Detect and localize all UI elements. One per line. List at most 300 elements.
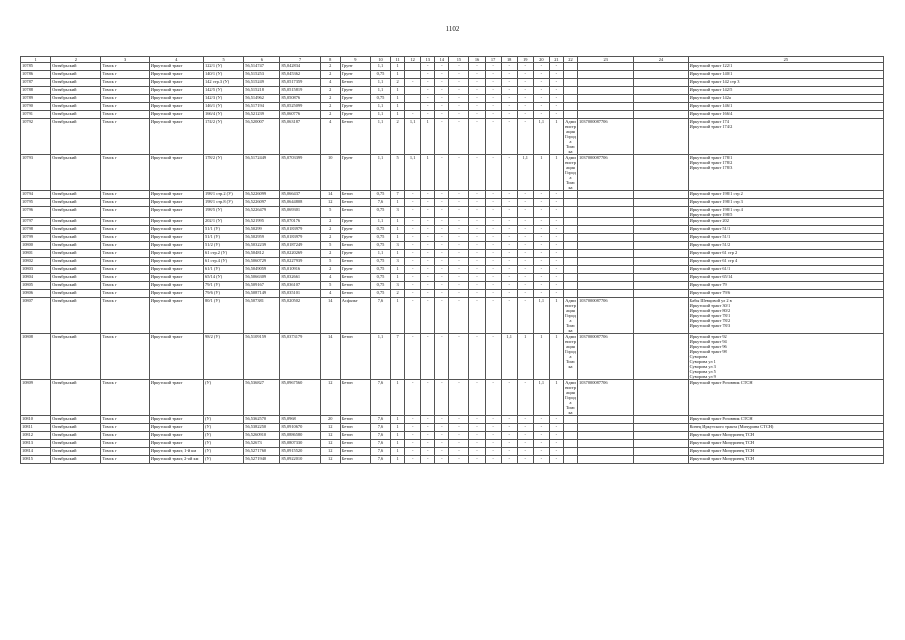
- table-cell: 1: [391, 250, 405, 258]
- table-cell: 85,010916: [280, 266, 320, 274]
- table-cell: -: [421, 218, 435, 226]
- table-cell: 85,0886580: [280, 432, 320, 440]
- table-cell: -: [435, 155, 449, 191]
- table-cell: Томск г: [101, 199, 149, 207]
- table-cell: -: [549, 266, 563, 274]
- table-cell: -: [449, 191, 469, 199]
- table-cell: -: [533, 234, 549, 242]
- table-row: [21, 103, 884, 111]
- table-cell: 1,1: [370, 119, 390, 155]
- table-cell: Октябрьский: [51, 119, 101, 155]
- table-cell: -: [469, 71, 485, 79]
- table-cell: 56,515249: [244, 79, 280, 87]
- table-cell: -: [517, 440, 533, 448]
- table-cell: 202/1 (У): [204, 218, 244, 226]
- address-list-cell: [688, 242, 883, 250]
- served-address: Иркутский тракт Розовник СТСН: [689, 380, 753, 385]
- table-cell: Грунт: [340, 226, 370, 234]
- table-cell: -: [517, 274, 533, 282]
- table-cell: 7,6: [370, 380, 390, 416]
- table-cell: Октябрьский: [51, 282, 101, 290]
- address-list-cell: [688, 282, 883, 290]
- column-number-header: 17: [485, 57, 501, 63]
- table-cell: 56,5271940: [244, 456, 280, 464]
- table-cell: 2: [391, 119, 405, 155]
- table-cell: 56,5087149: [244, 290, 280, 298]
- table-cell: 10788: [21, 87, 51, 95]
- table-cell: -: [435, 191, 449, 199]
- table-cell: Иркутский тракт: [149, 155, 203, 191]
- table-cell: 5: [320, 258, 340, 266]
- table-cell: 56,5032239: [244, 242, 280, 250]
- table-cell: 1,1: [370, 218, 390, 226]
- table-cell: [405, 103, 421, 111]
- table-cell: Томск г: [101, 71, 149, 79]
- table-cell: 5: [320, 242, 340, 250]
- table-cell: -: [549, 79, 563, 87]
- table-cell: Асфальт: [340, 298, 370, 334]
- table-cell: [563, 199, 577, 207]
- table-cell: 1: [549, 298, 563, 334]
- table-cell: -: [485, 87, 501, 95]
- served-address: Суворова ул 3: [689, 364, 716, 369]
- table-cell: [634, 87, 688, 95]
- table-cell: 1,1: [533, 380, 549, 416]
- table-cell: -: [449, 199, 469, 207]
- table-cell: -: [405, 380, 421, 416]
- table-cell: Иркутский тракт: [149, 242, 203, 250]
- table-cell: [405, 95, 421, 103]
- table-cell: 85,0517359: [280, 79, 320, 87]
- address-list-cell: [688, 95, 883, 103]
- table-cell: -: [485, 207, 501, 218]
- column-number-header: 9: [340, 57, 370, 63]
- table-cell: -: [549, 103, 563, 111]
- table-cell: 56,502959: [244, 234, 280, 242]
- table-cell: Иркутский тракт: [149, 207, 203, 218]
- table-cell: 56,5382250: [244, 424, 280, 432]
- table-cell: 0,75: [370, 207, 390, 218]
- table-cell: 1,1: [370, 250, 390, 258]
- table-cell: 85,069301: [280, 207, 320, 218]
- served-address: Иркутский тракт Мичуринец ТСН: [689, 456, 755, 461]
- table-cell: 56,50299: [244, 226, 280, 234]
- table-cell: Грунт: [340, 155, 370, 191]
- table-cell: -: [449, 87, 469, 95]
- table-cell: -: [469, 111, 485, 119]
- table-cell: -: [485, 226, 501, 234]
- table-cell: Иркутский тракт: [149, 282, 203, 290]
- table-cell: Бетон: [340, 191, 370, 199]
- table-cell: -: [533, 226, 549, 234]
- column-number-header: 12: [405, 57, 421, 63]
- table-cell: -: [421, 103, 435, 111]
- table-cell: -: [533, 274, 549, 282]
- table-cell: [578, 226, 634, 234]
- served-address: Иркутский тракт 146/1: [689, 103, 733, 108]
- table-cell: -: [517, 424, 533, 432]
- table-cell: -: [549, 87, 563, 95]
- table-row: [21, 440, 884, 448]
- table-cell: -: [533, 282, 549, 290]
- table-cell: Иркутский тракт: [149, 71, 203, 79]
- served-address: Иркутский тракт 65/14: [689, 274, 733, 279]
- table-cell: 85,070176: [280, 218, 320, 226]
- table-cell: -: [517, 191, 533, 199]
- table-cell: Томск г: [101, 103, 149, 111]
- table-cell: 5: [391, 155, 405, 191]
- table-cell: 85,0525099: [280, 103, 320, 111]
- table-cell: 56,504812: [244, 250, 280, 258]
- table-cell: 79/1 (У): [204, 282, 244, 290]
- table-cell: -: [469, 266, 485, 274]
- table-cell: -: [421, 258, 435, 266]
- table-cell: -: [501, 266, 517, 274]
- table-cell: -: [517, 87, 533, 95]
- table-cell: [563, 218, 577, 226]
- table-cell: 85,0373179: [280, 334, 320, 380]
- table-cell: [634, 103, 688, 111]
- table-cell: -: [501, 226, 517, 234]
- table-cell: -: [405, 432, 421, 440]
- table-cell: [578, 456, 634, 464]
- table-cell: 85,0967560: [280, 380, 320, 416]
- table-cell: [563, 266, 577, 274]
- table-cell: 85,036107: [280, 282, 320, 290]
- table-cell: Томск г: [101, 95, 149, 103]
- table-cell: -: [449, 218, 469, 226]
- table-cell: Томск г: [101, 334, 149, 380]
- table-cell: Октябрьский: [51, 290, 101, 298]
- table-cell: -: [469, 234, 485, 242]
- table-cell: 56,5060729: [244, 258, 280, 266]
- table-cell: 1: [391, 432, 405, 440]
- table-cell: 10804: [21, 274, 51, 282]
- table-cell: [563, 440, 577, 448]
- table-cell: -: [405, 199, 421, 207]
- table-cell: 1: [533, 334, 549, 380]
- table-cell: 10806: [21, 290, 51, 298]
- table-cell: 14: [320, 298, 340, 334]
- table-cell: 1: [549, 334, 563, 380]
- table-cell: (У): [204, 440, 244, 448]
- table-cell: -: [469, 79, 485, 87]
- table-cell: 2: [320, 111, 340, 119]
- table-cell: Октябрьский: [51, 266, 101, 274]
- address-list-cell: [688, 63, 883, 71]
- served-address: Иркутский тракт 198/1 стр 4: [689, 207, 743, 212]
- table-cell: -: [435, 282, 449, 290]
- table-cell: Иркутский тракт: [149, 79, 203, 87]
- table-row: [21, 111, 884, 119]
- column-number-header: 18: [501, 57, 517, 63]
- table-row: [21, 448, 884, 456]
- table-cell: -: [485, 290, 501, 298]
- table-cell: Томск г: [101, 274, 149, 282]
- table-cell: -: [405, 250, 421, 258]
- table-row: [21, 282, 884, 290]
- table-cell: 80/1 (У): [204, 298, 244, 334]
- table-cell: [563, 207, 577, 218]
- table-cell: [634, 119, 688, 155]
- table-cell: -: [449, 432, 469, 440]
- column-number-header: 4: [149, 57, 203, 63]
- table-cell: -: [549, 416, 563, 424]
- table-cell: -: [549, 199, 563, 207]
- table-cell: [634, 298, 688, 334]
- table-cell: 10800: [21, 242, 51, 250]
- table-cell: [578, 242, 634, 250]
- table-cell: Грунт: [340, 87, 370, 95]
- table-cell: -: [449, 258, 469, 266]
- address-list-cell: [688, 298, 883, 334]
- table-cell: -: [533, 266, 549, 274]
- table-cell: 1: [391, 448, 405, 456]
- column-number-header: 23: [578, 57, 634, 63]
- table-cell: 10798: [21, 226, 51, 234]
- table-cell: 56,5109159: [244, 334, 280, 380]
- served-address: Иркутский тракт 166/4: [689, 111, 733, 116]
- table-cell: -: [533, 424, 549, 432]
- table-cell: [578, 234, 634, 242]
- table-row: [21, 380, 884, 416]
- table-cell: (У): [204, 380, 244, 416]
- table-cell: -: [501, 63, 517, 71]
- table-body: [21, 57, 884, 464]
- served-address: Иркутский тракт 198/1 стр 2: [689, 191, 743, 196]
- table-cell: -: [533, 95, 549, 103]
- table-cell: -: [449, 290, 469, 298]
- table-cell: Иркутский тракт: [149, 274, 203, 282]
- served-address: Иркутский тракт Мичуринец ТСН: [689, 440, 755, 445]
- table-cell: [634, 416, 688, 424]
- address-list-cell: [688, 250, 883, 258]
- table-cell: 56,5226099: [244, 191, 280, 199]
- table-cell: -: [435, 416, 449, 424]
- table-cell: -: [405, 258, 421, 266]
- table-cell: 85,0227939: [280, 258, 320, 266]
- table-cell: -: [517, 282, 533, 290]
- table-cell: -: [469, 432, 485, 440]
- table-cell: -: [485, 456, 501, 464]
- table-cell: [578, 266, 634, 274]
- table-cell: 7: [391, 191, 405, 199]
- table-cell: [563, 226, 577, 234]
- table-cell: -: [405, 448, 421, 456]
- table-cell: 98/2 (У): [204, 334, 244, 380]
- table-cell: 198/1 стр.8 (У): [204, 199, 244, 207]
- table-cell: [578, 258, 634, 266]
- table-cell: 56,514962: [244, 95, 280, 103]
- table-cell: [634, 79, 688, 87]
- table-cell: 0,75: [370, 258, 390, 266]
- table-cell: Томск г: [101, 63, 149, 71]
- table-cell: 1037000087706: [578, 334, 634, 380]
- table-cell: -: [533, 290, 549, 298]
- table-cell: 51/1 (У): [204, 234, 244, 242]
- table-cell: 85,0220269: [280, 250, 320, 258]
- table-cell: Иркутский тракт: [149, 95, 203, 103]
- table-cell: Октябрьский: [51, 456, 101, 464]
- table-cell: -: [549, 456, 563, 464]
- table-cell: 7,6: [370, 432, 390, 440]
- table-cell: -: [533, 448, 549, 456]
- table-cell: -: [533, 79, 549, 87]
- table-row: [21, 250, 884, 258]
- table-cell: -: [501, 298, 517, 334]
- table-cell: -: [449, 282, 469, 290]
- table-cell: -: [469, 282, 485, 290]
- table-cell: -: [469, 155, 485, 191]
- table-cell: Октябрьский: [51, 380, 101, 416]
- address-list-cell: [688, 334, 883, 380]
- table-cell: -: [549, 242, 563, 250]
- table-cell: 7,6: [370, 416, 390, 424]
- table-cell: 85,0915520: [280, 448, 320, 456]
- address-list-cell: [688, 71, 883, 79]
- table-cell: [563, 95, 577, 103]
- table-cell: -: [549, 71, 563, 79]
- table-cell: Иркутский тракт: [149, 298, 203, 334]
- table-cell: 56,5226097: [244, 199, 280, 207]
- table-cell: -: [469, 218, 485, 226]
- table-cell: -: [469, 258, 485, 266]
- table-cell: Томск г: [101, 234, 149, 242]
- table-cell: Бетон: [340, 440, 370, 448]
- table-cell: 65/14 (У): [204, 274, 244, 282]
- table-cell: 0,75: [370, 95, 390, 103]
- table-cell: 7: [391, 334, 405, 380]
- table-cell: Бетон: [340, 199, 370, 207]
- table-cell: Бетон: [340, 432, 370, 440]
- table-cell: -: [501, 87, 517, 95]
- table-cell: 12: [320, 432, 340, 440]
- table-cell: [563, 242, 577, 250]
- table-cell: 4: [320, 290, 340, 298]
- table-cell: -: [533, 63, 549, 71]
- table-cell: -: [549, 63, 563, 71]
- table-cell: Иркутский тракт: [149, 416, 203, 424]
- table-cell: -: [405, 191, 421, 199]
- table-cell: -: [485, 218, 501, 226]
- served-address: Бабы Шевцовой ул 2 в: [689, 298, 732, 303]
- table-cell: 3: [391, 282, 405, 290]
- table-cell: 2: [320, 71, 340, 79]
- table-cell: 0,75: [370, 71, 390, 79]
- table-cell: 10785: [21, 63, 51, 71]
- table-row: [21, 298, 884, 334]
- table-cell: [563, 282, 577, 290]
- served-address: Суворова ул 9: [689, 374, 716, 379]
- table-cell: 2: [320, 234, 340, 242]
- table-cell: -: [405, 274, 421, 282]
- served-address: Иркутский тракт 94: [689, 339, 727, 344]
- table-cell: 10789: [21, 95, 51, 103]
- table-cell: -: [517, 199, 533, 207]
- address-list-cell: [688, 258, 883, 266]
- table-cell: [578, 250, 634, 258]
- table-cell: 56,521239: [244, 111, 280, 119]
- table-cell: 0,75: [370, 282, 390, 290]
- table-cell: 56,509167: [244, 282, 280, 290]
- table-cell: 56,5362570: [244, 416, 280, 424]
- table-cell: Томск г: [101, 282, 149, 290]
- table-cell: 2: [320, 95, 340, 103]
- table-cell: 10812: [21, 432, 51, 440]
- table-cell: -: [533, 199, 549, 207]
- table-cell: -: [549, 234, 563, 242]
- table-cell: -: [449, 226, 469, 234]
- table-cell: Иркутский тракт: [149, 234, 203, 242]
- table-cell: -: [449, 274, 469, 282]
- table-cell: 7,6: [370, 440, 390, 448]
- table-cell: -: [405, 234, 421, 242]
- served-address: Иркутский тракт 174: [689, 119, 729, 124]
- table-cell: -: [421, 63, 435, 71]
- table-cell: -: [549, 226, 563, 234]
- table-cell: [563, 274, 577, 282]
- table-row: [21, 87, 884, 95]
- table-cell: [634, 448, 688, 456]
- table-cell: Октябрьский: [51, 71, 101, 79]
- table-cell: [578, 448, 634, 456]
- table-cell: -: [449, 456, 469, 464]
- table-cell: -: [435, 218, 449, 226]
- table-cell: 10791: [21, 111, 51, 119]
- table-cell: -: [421, 234, 435, 242]
- table-cell: 1: [391, 71, 405, 79]
- table-cell: Томск г: [101, 440, 149, 448]
- table-cell: 1,1: [501, 334, 517, 380]
- table-cell: -: [435, 199, 449, 207]
- served-address: Иркутский тракт 51/1: [689, 226, 731, 231]
- table-cell: Бетон: [340, 274, 370, 282]
- table-cell: Октябрьский: [51, 191, 101, 199]
- table-cell: -: [435, 266, 449, 274]
- table-cell: 7,6: [370, 448, 390, 456]
- table-cell: (У): [204, 432, 244, 440]
- table-cell: Томск г: [101, 87, 149, 95]
- table-cell: Октябрьский: [51, 199, 101, 207]
- table-cell: -: [501, 155, 517, 191]
- table-cell: Октябрьский: [51, 87, 101, 95]
- served-address: Иркутский тракт 178/2: [689, 160, 733, 165]
- table-cell: -: [469, 226, 485, 234]
- table-cell: -: [485, 103, 501, 111]
- container-sites-table: [20, 56, 884, 464]
- served-address: Иркутский тракт 51/1: [689, 234, 731, 239]
- table-cell: Грунт: [340, 71, 370, 79]
- table-cell: -: [533, 71, 549, 79]
- table-cell: 12: [320, 199, 340, 207]
- table-cell: Бетон: [340, 258, 370, 266]
- table-cell: -: [501, 111, 517, 119]
- table-cell: 56,521995: [244, 218, 280, 226]
- table-cell: -: [549, 290, 563, 298]
- table-cell: 2: [320, 250, 340, 258]
- table-cell: Иркутский тракт: [149, 218, 203, 226]
- table-cell: -: [549, 111, 563, 119]
- table-cell: 1: [421, 119, 435, 155]
- table-cell: 1,1: [370, 63, 390, 71]
- table-cell: -: [435, 424, 449, 432]
- table-cell: Октябрьский: [51, 250, 101, 258]
- table-cell: [578, 207, 634, 218]
- table-cell: -: [469, 424, 485, 432]
- table-cell: 56,517194: [244, 103, 280, 111]
- table-cell: Иркутский тракт: [149, 191, 203, 199]
- table-row: [21, 290, 884, 298]
